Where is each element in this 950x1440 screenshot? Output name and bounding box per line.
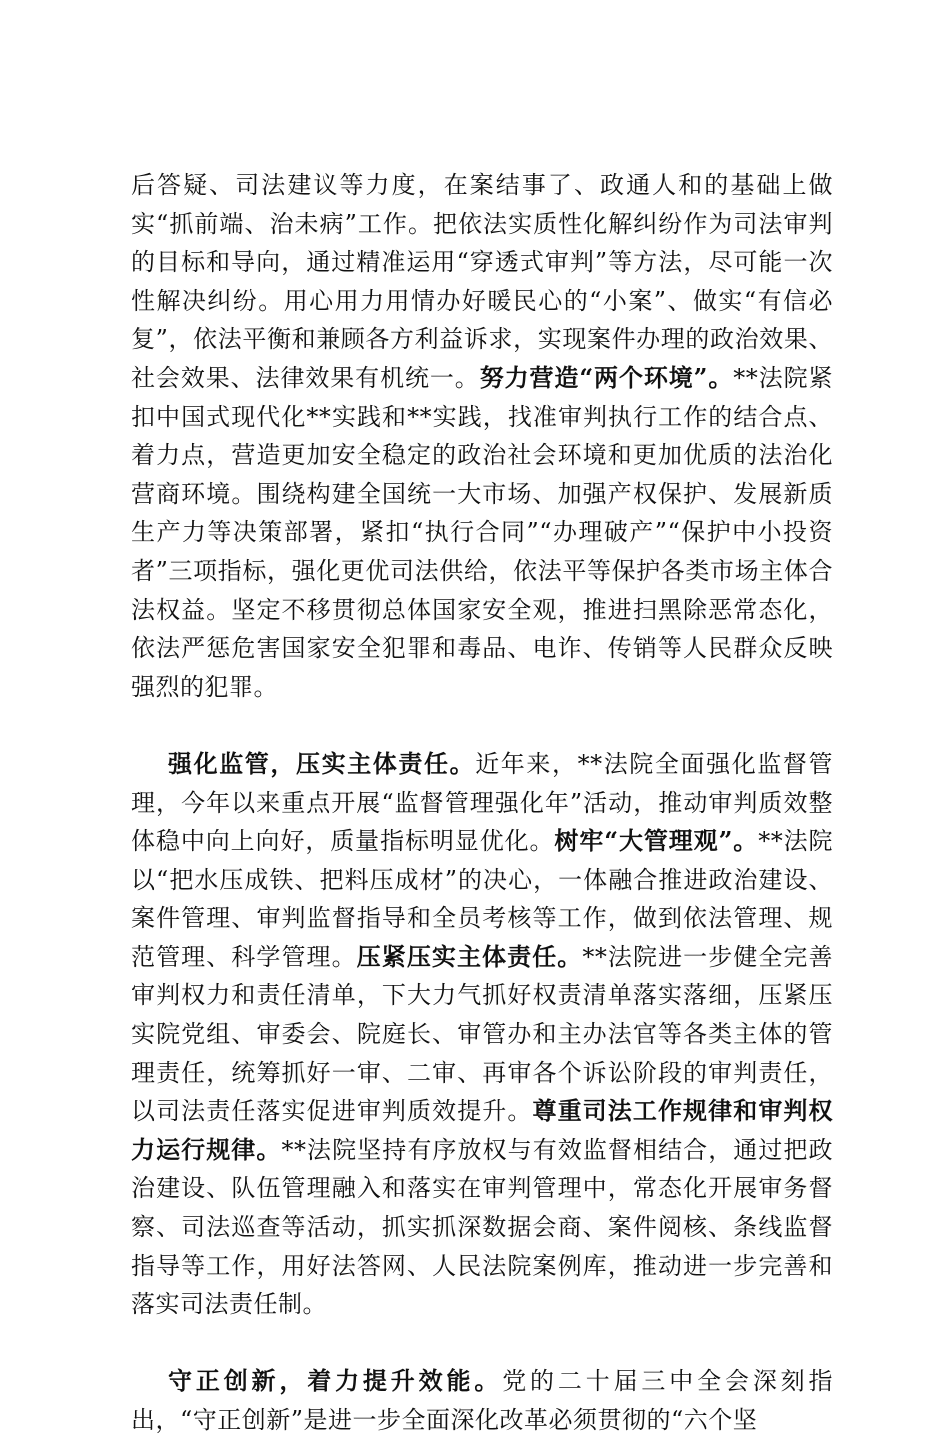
paragraph-spacer xyxy=(131,1324,833,1363)
section-heading-innovation: 守正创新，着力提升效能。 xyxy=(168,1366,503,1396)
paragraph-spacer xyxy=(131,706,833,745)
section-heading-supervision: 强化监管，压实主体责任。 xyxy=(168,748,476,778)
bold-heading-two-environments: 努力营造“两个环境”。 xyxy=(479,362,734,392)
paragraph-text: **法院紧扣中国式现代化**实践和**实践，找准审判执行工作的结合点、着力点，营造更加安全稳定的政治社会环境和更加优质的法治化营商环境。围绕构建全国统一大市场、加强产权保护、发展新质生产力等决策部署，紧扣“执行合同”“办理破产”“保护中小投资者”三项指标，强化更优司法供给，依法平等保护各类市场主体合法权益。坚定不移贯彻总体国家安全观，推进扫黑除恶常态化，依法严惩危害国家安全犯罪和毒品、电诈、传销等人民群众反映强烈的犯罪。 xyxy=(131,363,834,701)
bold-heading-responsibility: 压紧压实主体责任。 xyxy=(356,941,583,971)
paragraph-text: 近年来，**法院全面强化监督管理，今年以来重点开展“监督管理强化年”活动，推动审判质效整体稳中向上向好，质量指标明显优化。 xyxy=(131,749,834,856)
paragraph-supervision xyxy=(131,745,833,1324)
paragraph-text: 后答疑、司法建议等力度，在案结事了、政通人和的基础上做实“抓前端、治未病”工作。把依法实质性化解纠纷作为司法审判的目标和导向，通过精准运用“穿透式审判”等方法，尽可能一次性解决纠纷。用心用力用情办好暖民心的“小案”、做实“有信必复”，依法平衡和兼顾各方利益诉求，实现案件办理的政治效果、社会效果、法律效果有机统一。 xyxy=(131,171,833,392)
paragraph-continuation xyxy=(131,166,833,706)
paragraph-text: **法院坚持有序放权与有效监督相结合，通过把政治建设、队伍管理融入和落实在审判管理中，常态化开展审务督察、司法巡查等活动，抓实抓深数据会商、案件阅核、条线监督指导等工作，用好法答网、人民法院案例库，推动进一步完善和落实司法责任制。 xyxy=(131,1135,834,1319)
paragraph-text: **法院进一步健全完善审判权力和责任清单，下大力气抓好权责清单落实落细，压紧压实院党组、审委会、院庭长、审管办和主办法官等各类主体的管理责任，统筹抓好一审、二审、再审各个诉讼阶段的审判责任，以司法责任落实促进审判质效提升。 xyxy=(131,942,834,1126)
paragraph-innovation xyxy=(131,1362,833,1439)
paragraph-text: 党的二十届三中全会深刻指出，“守正创新”是进一步全面深化改革必须贯彻的“六个坚 xyxy=(131,1367,834,1434)
document-body xyxy=(131,166,833,1440)
bold-heading-management-view: 树牢“大管理观”。 xyxy=(554,826,759,856)
bold-heading-judicial-rules: 尊重司法工作规律和审判权力运行规律。 xyxy=(131,1096,834,1164)
paragraph-text: **法院以“把水压成铁、把料压成材”的决心，一体融合推进政治建设、案件管理、审判监督指导和全员考核等工作，做到依法管理、规范管理、科学管理。 xyxy=(131,827,834,971)
